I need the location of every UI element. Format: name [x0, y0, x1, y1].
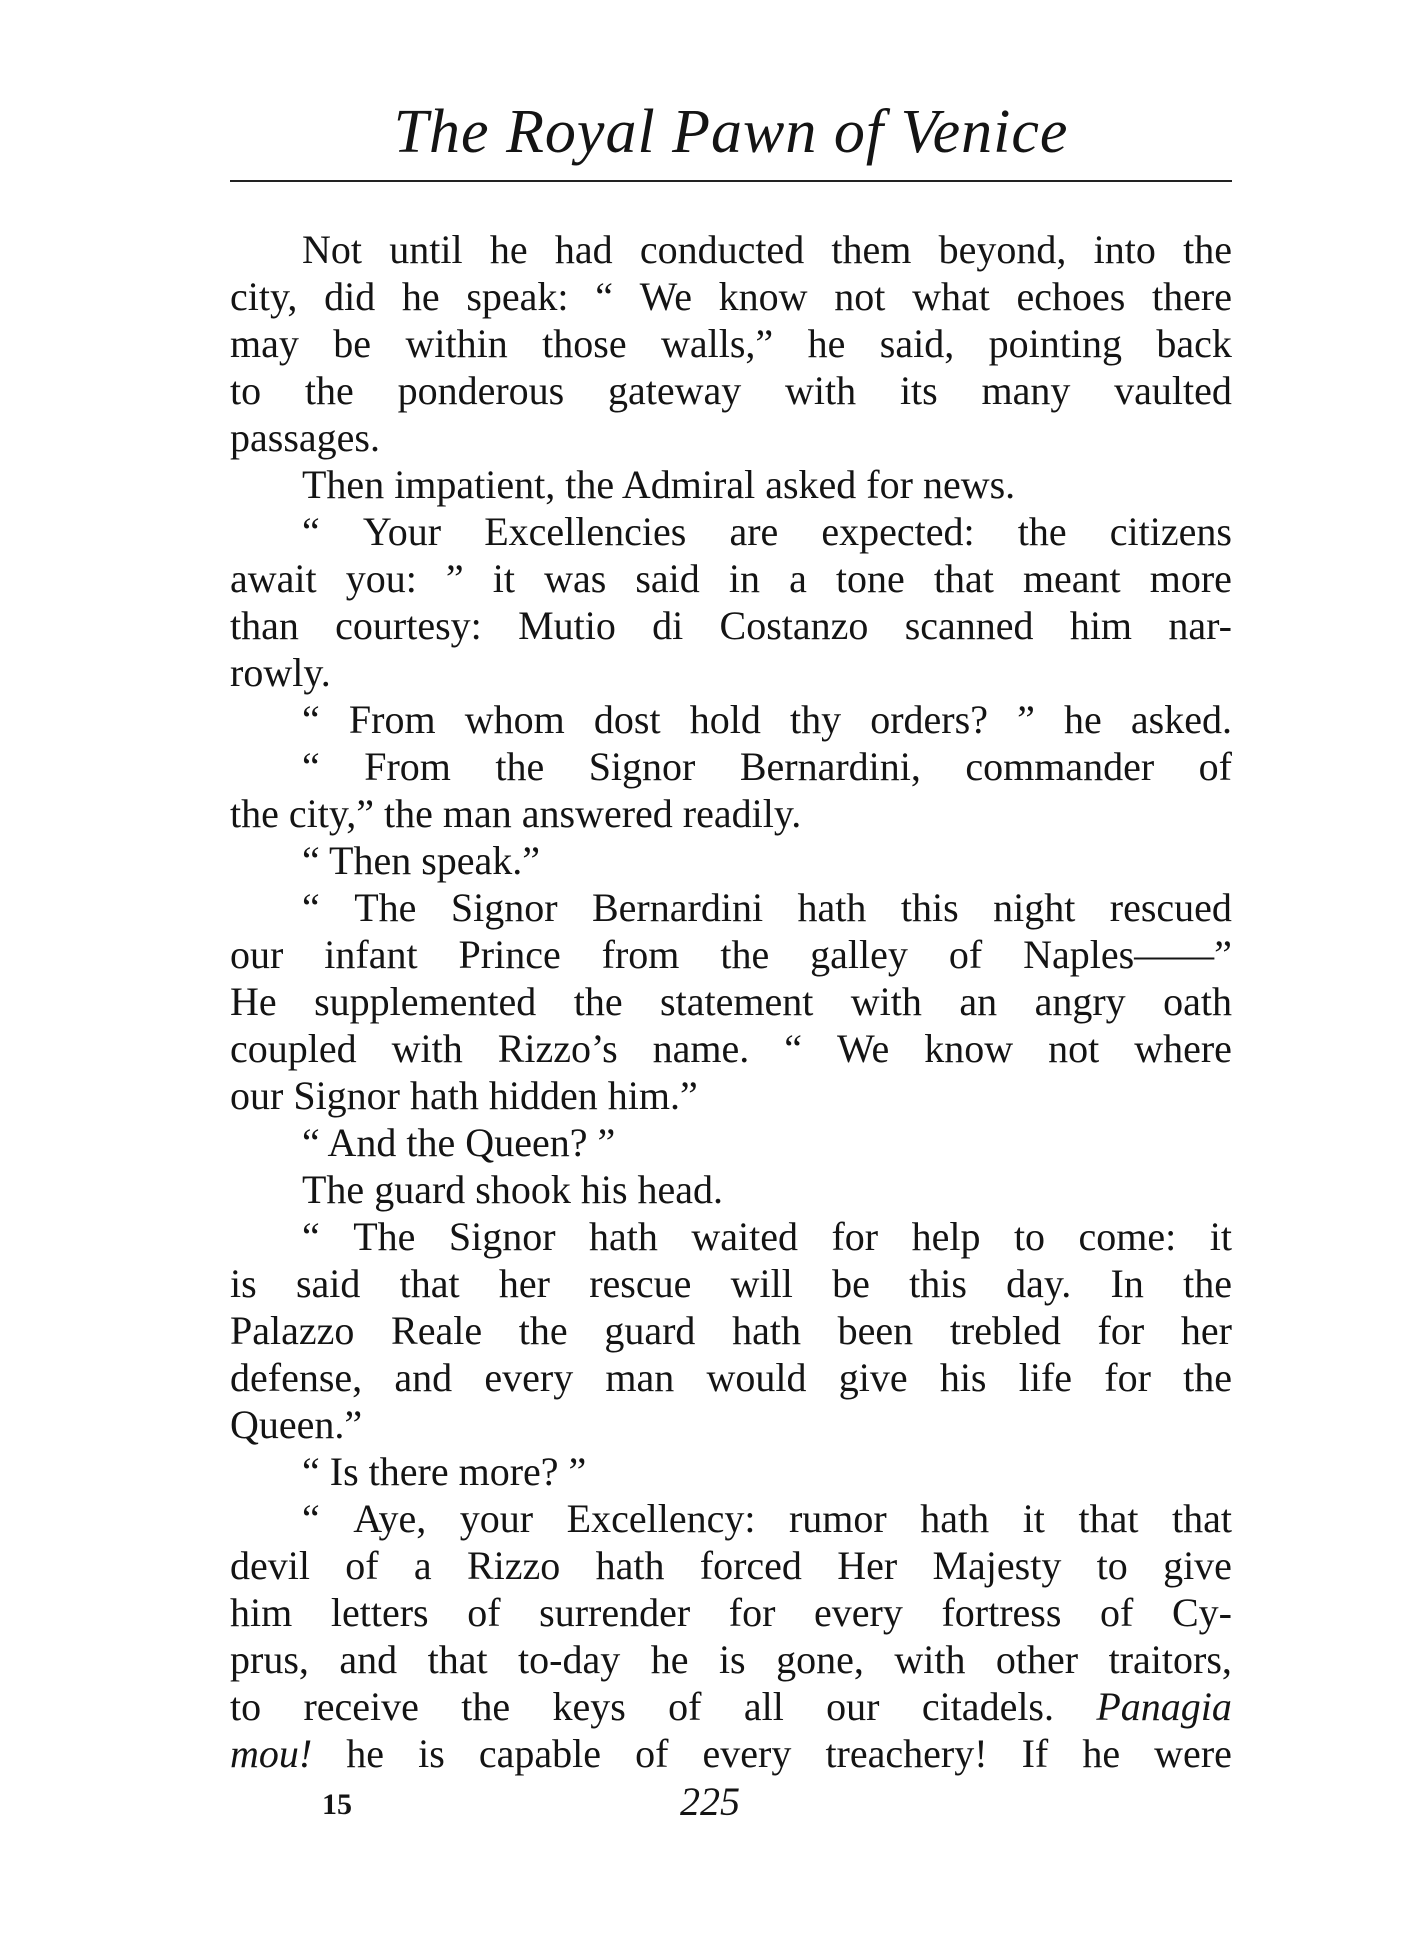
text-line: “ The Signor Bernardini hath this night rescued — [302, 885, 1232, 930]
text-line: passages. — [230, 415, 380, 460]
signature-mark: 15 — [322, 1788, 352, 1821]
text-line: He supplemented the statement with an angry oath — [230, 979, 1232, 1024]
text-line: “ From whom dost hold thy orders? ” he asked. — [302, 697, 1232, 742]
text-line: Palazzo Reale the guard hath been trebled for her — [230, 1308, 1232, 1353]
header-rule — [230, 180, 1232, 182]
body-text — [230, 226, 1232, 1777]
text-line: defense, and every man would give his life for the — [230, 1355, 1232, 1400]
text-line: is said that her rescue will be this day. In the — [230, 1261, 1232, 1306]
text-line: prus, and that to-day he is gone, with other traitors, — [230, 1637, 1232, 1682]
text-line: “ Then speak.” — [302, 838, 541, 883]
text-line: “ The Signor hath waited for help to come: it — [302, 1214, 1232, 1259]
running-title: The Royal Pawn of Venice — [393, 98, 1069, 166]
text-line: Not until he had conducted them beyond, into the — [302, 227, 1232, 272]
text-line: mou! he is capable of every treachery! If he were — [230, 1731, 1232, 1776]
text-line: await you: ” it was said in a tone that meant more — [230, 556, 1232, 601]
text-line: the city,” the man answered readily. — [230, 791, 802, 836]
text-line: “ And the Queen? ” — [302, 1120, 616, 1165]
text-line: devil of a Rizzo hath forced Her Majesty to give — [230, 1543, 1232, 1588]
text-line: “ From the Signor Bernardini, commander of — [302, 744, 1232, 789]
text-line: to receive the keys of all our citadels. Panagia — [230, 1684, 1232, 1729]
text-line: “ Aye, your Excellency: rumor hath it that that — [302, 1496, 1232, 1541]
text-line: our Signor hath hidden him.” — [230, 1073, 698, 1118]
text-line: to the ponderous gateway with its many vaulted — [230, 368, 1232, 413]
text-line: Queen.” — [230, 1402, 363, 1447]
text-line: Then impatient, the Admiral asked for news. — [302, 462, 1016, 507]
text-line: rowly. — [230, 650, 331, 695]
text-line: may be within those walls,” he said, pointing back — [230, 321, 1232, 366]
text-line: our infant Prince from the galley of Naples——” — [230, 932, 1232, 977]
text-line: coupled with Rizzo’s name. “ We know not where — [230, 1026, 1232, 1071]
text-line: city, did he speak: “ We know not what echoes there — [230, 274, 1232, 319]
text-line: “ Your Excellencies are expected: the citizens — [302, 509, 1232, 554]
page-number: 225 — [680, 1779, 740, 1824]
text-line: than courtesy: Mutio di Costanzo scanned him nar- — [230, 603, 1232, 648]
text-line: him letters of surrender for every fortress of Cy- — [230, 1590, 1232, 1635]
text-line: The guard shook his head. — [302, 1167, 724, 1212]
text-line: “ Is there more? ” — [302, 1449, 587, 1494]
